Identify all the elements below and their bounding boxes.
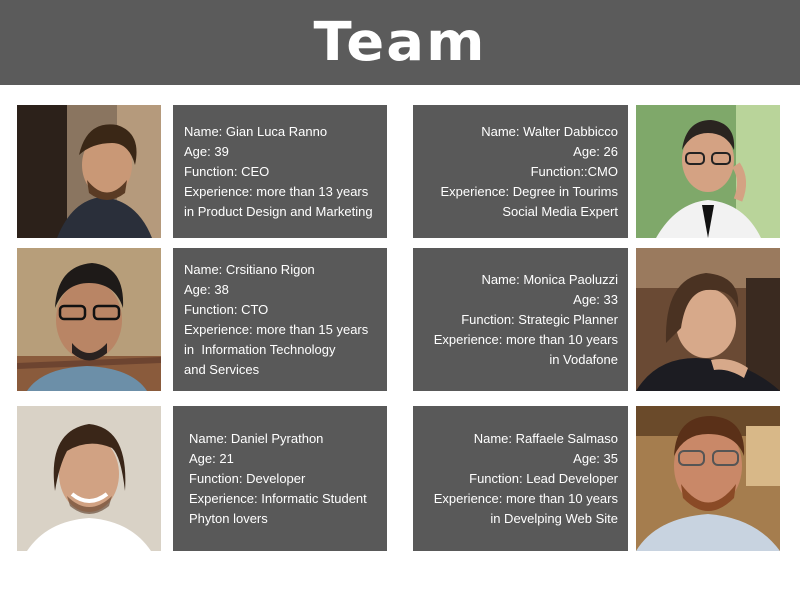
member-age: Age: 35 <box>573 450 618 466</box>
member-card-monica-paoluzzi <box>413 248 628 391</box>
member-photo-monica-paoluzzi <box>636 248 780 391</box>
member-experience: Experience: more than 15 years <box>184 321 369 337</box>
member-function: Function: Developer <box>189 470 306 486</box>
member-function: Function: CTO <box>184 301 269 317</box>
member-name: Name: Gian Luca Ranno <box>184 123 328 139</box>
member-photo-raffaele-salmaso <box>636 406 780 551</box>
member-card-gian-luca-ranno <box>173 105 387 238</box>
member-experience: Experience: more than 10 years <box>433 490 618 506</box>
member-card-crsitiano-rigon <box>173 248 387 391</box>
member-card-walter-dabbicco <box>413 105 628 238</box>
member-experience: Experience: more than 13 years <box>184 183 369 199</box>
member-function: Function: Strategic Planner <box>461 311 618 327</box>
member-photo-crsitiano-rigon <box>17 248 161 391</box>
member-age: Age: 38 <box>184 281 229 297</box>
member-experience: Experience: Informatic Student <box>189 490 367 506</box>
member-function: Function::CMO <box>530 163 618 179</box>
member-function: Function: Lead Developer <box>469 470 618 486</box>
member-card-daniel-pyrathon <box>173 406 387 551</box>
member-experience: Experience: more than 10 years <box>433 331 618 347</box>
member-function: Function: CEO <box>184 163 270 179</box>
header-bar <box>0 0 800 85</box>
member-experience: Experience: Degree in Tourims <box>440 183 618 199</box>
member-experience-detail: in Develping Web Site <box>490 510 618 526</box>
member-age: Age: 26 <box>573 143 618 159</box>
member-photo-gian-luca-ranno <box>17 105 161 238</box>
member-experience-detail: Social Media Expert <box>502 203 618 219</box>
member-card-raffaele-salmaso <box>413 406 628 551</box>
member-photo-walter-dabbicco <box>636 105 780 238</box>
member-photo-daniel-pyrathon <box>17 406 161 551</box>
member-experience-detail: in Product Design and Marketing <box>184 203 373 219</box>
member-experience-detail: Phyton lovers <box>189 510 268 526</box>
member-name: Name: Walter Dabbicco <box>481 123 618 139</box>
member-name: Name: Monica Paoluzzi <box>481 271 618 287</box>
member-name: Name: Raffaele Salmaso <box>473 430 618 446</box>
member-experience-detail: in Information Technology <box>184 341 336 357</box>
member-age: Age: 39 <box>184 143 229 159</box>
member-age: Age: 33 <box>573 291 618 307</box>
member-age: Age: 21 <box>189 450 234 466</box>
member-experience-detail: in Vodafone <box>549 351 618 367</box>
member-experience-detail-2: and Services <box>184 361 260 377</box>
member-name: Name: Crsitiano Rigon <box>184 261 315 277</box>
page-title: Team <box>313 11 487 74</box>
member-name: Name: Daniel Pyrathon <box>189 430 324 446</box>
